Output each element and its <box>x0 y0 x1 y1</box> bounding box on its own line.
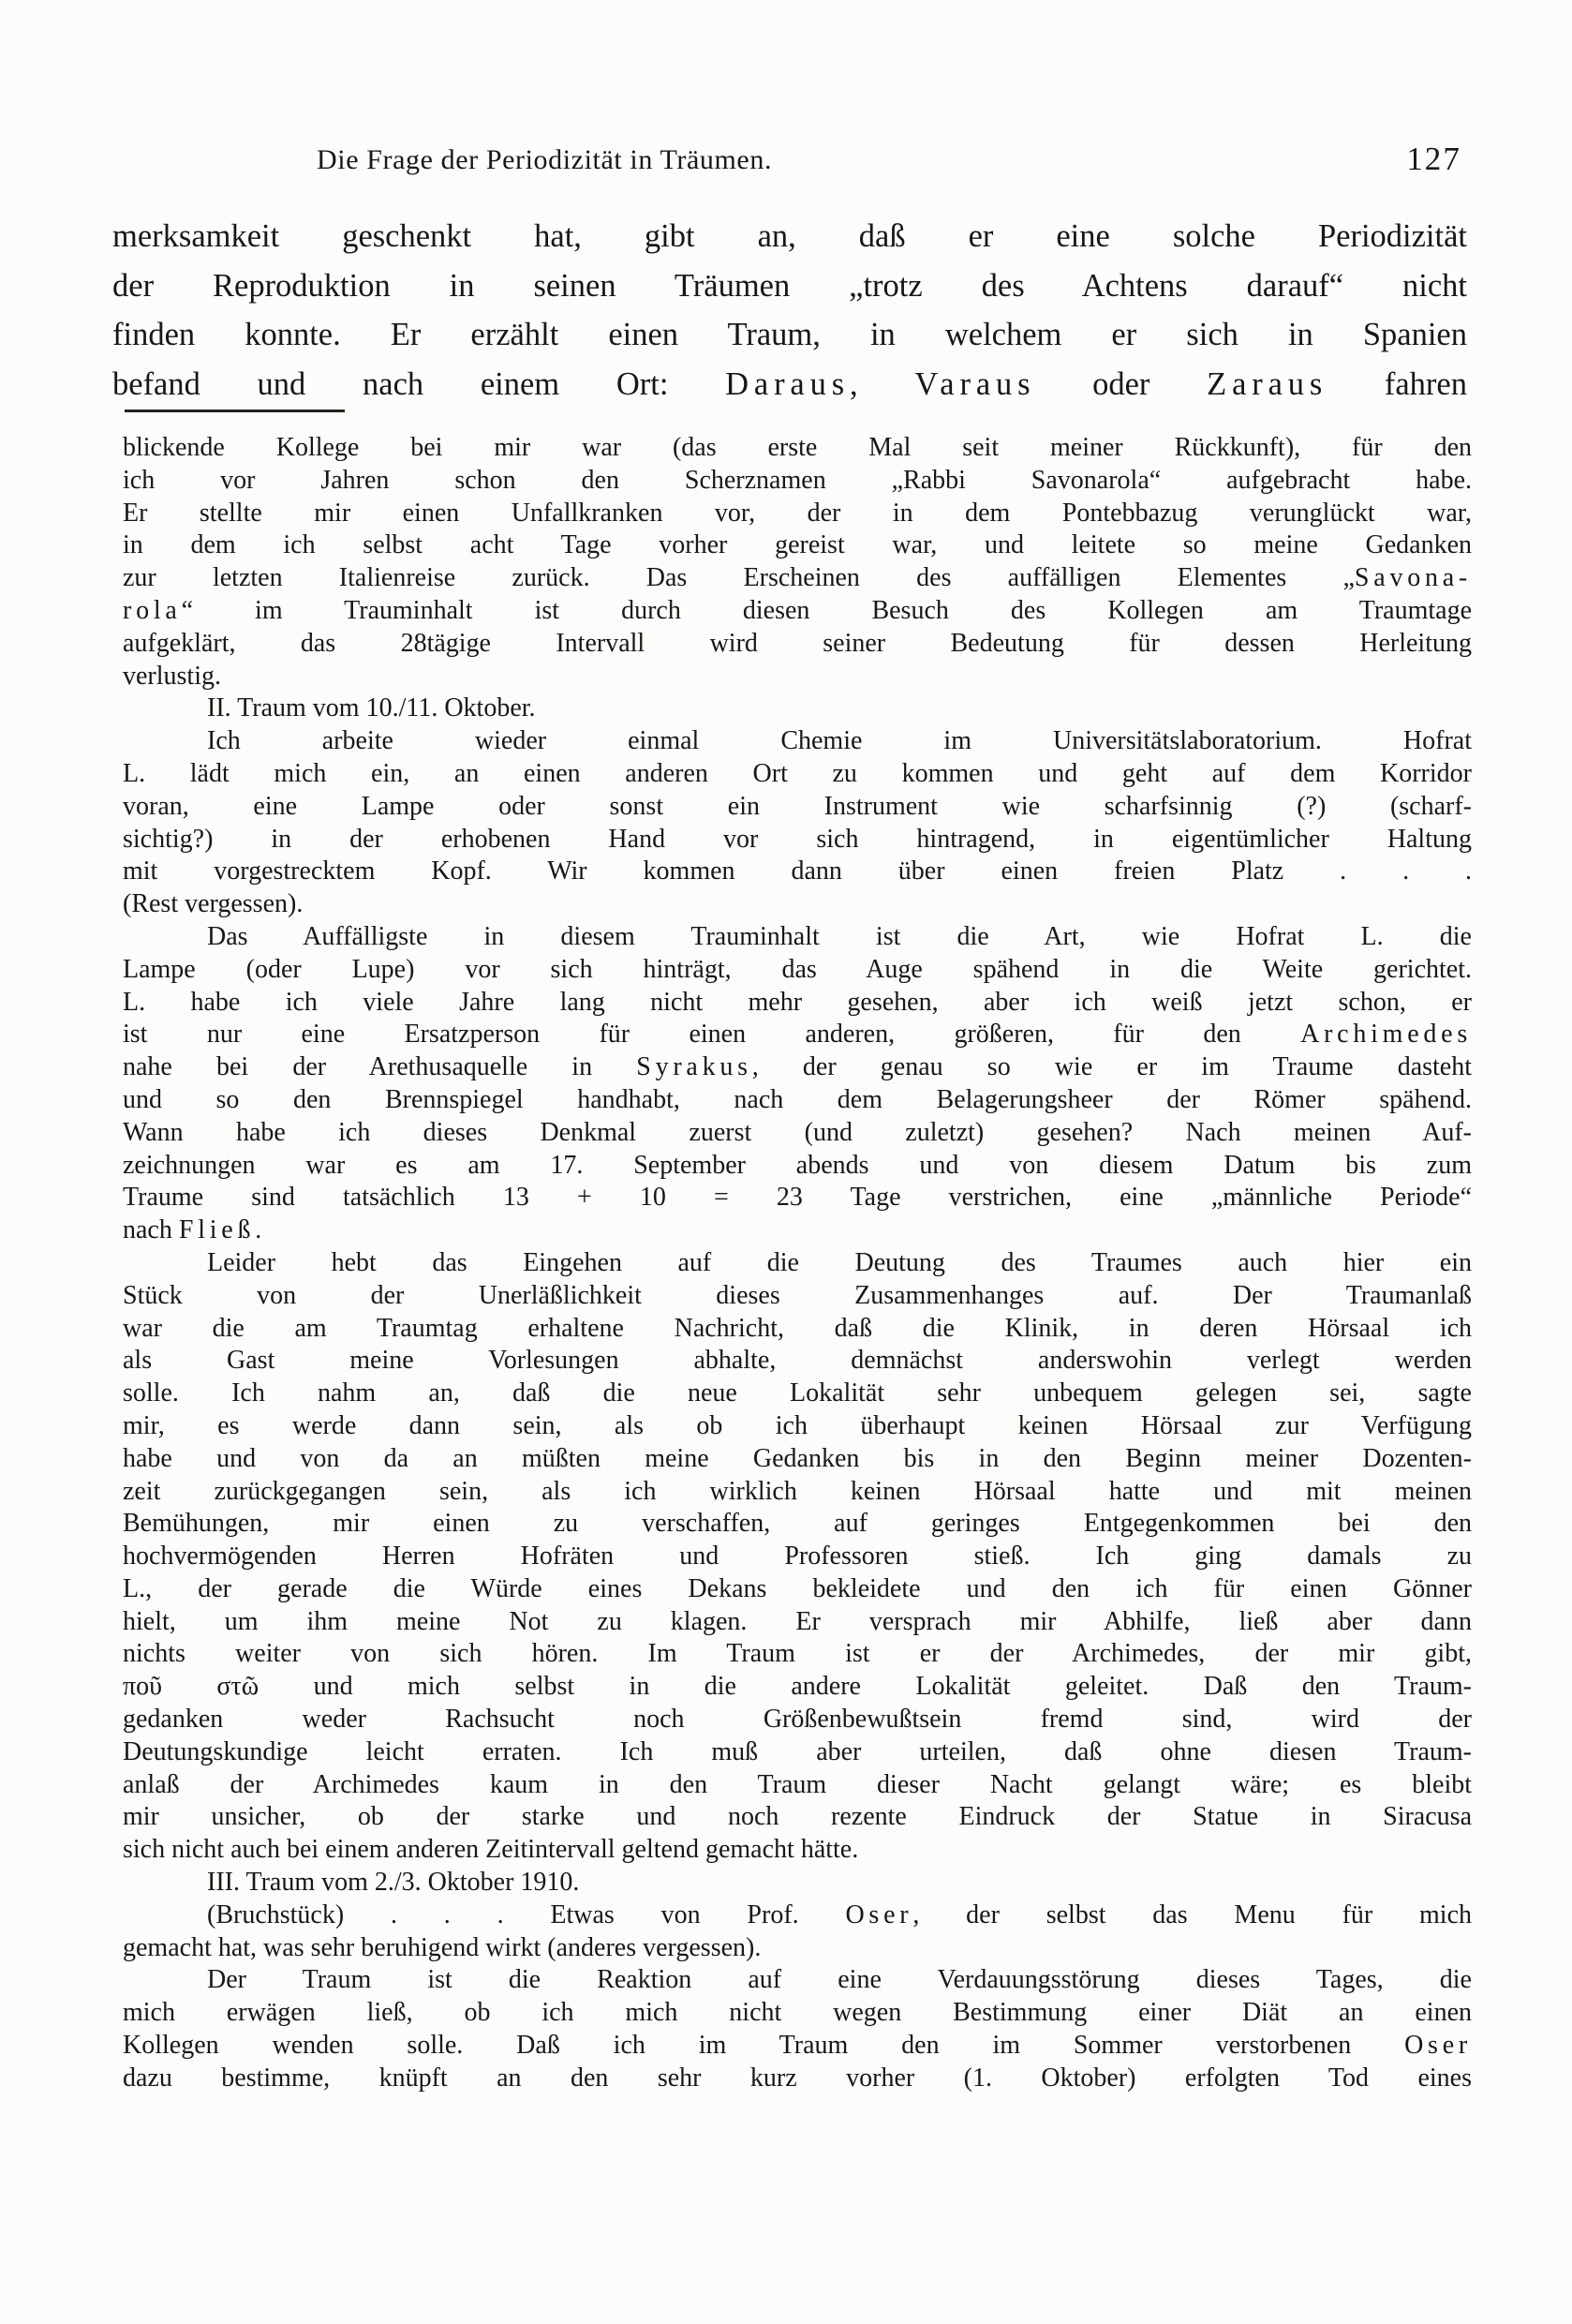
text-line: voran, eine Lampe oder sonst ein Instrument wie scharfsinnig (?) (scharf- <box>123 791 1472 821</box>
text-line: mir unsicher, ob der starke und noch rezente Eindruck der Statue in Siracusa <box>123 1802 1472 1832</box>
text-line: war die am Traumtag erhaltene Nachricht, daß die Klinik, in deren Hörsaal ich <box>123 1313 1472 1343</box>
text-line: der Reproduktion in seinen Träumen „trotz des Achtens darauf“ nicht <box>112 267 1467 304</box>
text-line: Leider hebt das Eingehen auf die Deutung des Traumes auch hier ein <box>207 1247 1472 1277</box>
text-line: zeichnungen war es am 17. September abends und von diesem Datum bis zum <box>123 1150 1472 1180</box>
text-line: L. habe ich viele Jahre lang nicht mehr gesehen, aber ich weiß jetzt schon, er <box>123 987 1472 1017</box>
letterspaced-word: Daraus <box>725 365 851 402</box>
text-line: aufgeklärt, das 28tägige Intervall wird seiner Bedeutung für dessen Herleitung <box>123 628 1472 658</box>
letterspaced-word: Varaus <box>914 365 1036 402</box>
letterspaced-word: Fließ <box>178 1215 256 1245</box>
text-line: zur letzten Italienreise zurück. Das Erscheinen des auffälligen Elementes „Savona- <box>123 563 1472 593</box>
text-line: gemacht hat, was sehr beruhigend wirkt (anderes vergessen). <box>123 1932 762 1962</box>
text-line: in dem ich selbst acht Tage vorher gereist war, und leitete so meine Gedanken <box>123 530 1472 560</box>
text-line: mir, es werde dann sein, als ob ich überhaupt keinen Hörsaal zur Verfügung <box>123 1410 1472 1440</box>
text-line: blickende Kollege bei mir war (das erste Mal seit meiner Rückkunft), für den <box>123 433 1472 462</box>
text-line: ποῦ στῶ und mich selbst in die andere Lokalität geleitet. Daß den Traum- <box>123 1672 1472 1702</box>
running-head <box>0 141 1572 182</box>
text-line: Wann habe ich dieses Denkmal zuerst (und zuletzt) gesehen? Nach meinen Auf- <box>123 1117 1472 1147</box>
text-line: rola“ im Trauminhalt ist durch diesen Besuch des Kollegen am Traumtage <box>123 595 1472 625</box>
text-line: zeit zurückgegangen sein, als ich wirklich keinen Hörsaal hatte und mit meinen <box>123 1476 1472 1506</box>
text-line: hielt, um ihm meine Not zu klagen. Er versprach mir Abhilfe, ließ aber dann <box>123 1606 1472 1636</box>
text-line: Der Traum ist die Reaktion auf eine Verdauungsstörung dieses Tages, die <box>207 1965 1472 1995</box>
text-line: (Bruchstück) . . . Etwas von Prof. Oser, der selbst das Menu für mich <box>207 1899 1472 1929</box>
text-line: mich erwägen ließ, ob ich mich nicht wegen Bestimmung einer Diät an einen <box>123 1998 1472 2028</box>
text-line: Stück von der Unerläßlichkeit dieses Zusammenhanges auf. Der Traumanlaß <box>123 1280 1472 1310</box>
text-line: nichts weiter von sich hören. Im Traum ist er der Archimedes, der mir gibt, <box>123 1639 1472 1669</box>
text-line: merksamkeit geschenkt hat, gibt an, daß er eine solche Periodizität <box>112 218 1467 254</box>
text-line: sich nicht auch bei einem anderen Zeitintervall geltend gemacht hätte. <box>123 1835 859 1865</box>
footnote-separator <box>125 410 345 412</box>
footnote-text <box>123 432 1472 2095</box>
text-line: solle. Ich nahm an, daß die neue Lokalität sehr unbequem gelegen sei, sagte <box>123 1378 1472 1408</box>
letterspaced-word: Oser <box>845 1899 913 1929</box>
main-text <box>112 212 1467 409</box>
text-line: mit vorgestrecktem Kopf. Wir kommen dann über einen freien Platz . . . <box>123 857 1472 886</box>
letterspaced-word: Archimedes <box>1300 1020 1472 1050</box>
page-title: Die Frage der Periodizität in Träumen. <box>317 144 773 175</box>
text-line: Er stellte mir einen Unfallkranken vor, der in dem Pontebbazug verunglückt war, <box>123 498 1472 528</box>
text-line: (Rest vergessen). <box>123 889 304 919</box>
text-line: gedanken weder Rachsucht noch Größenbewußtsein fremd sind, wird der <box>123 1705 1472 1735</box>
text-line: befand und nach einem Ort: Daraus, Varaus oder Zaraus fahren <box>112 365 1467 402</box>
text-line: ich vor Jahren schon den Scherznamen „Rabbi Savonarola“ aufgebracht habe. <box>123 465 1472 495</box>
text-line: Bemühungen, mir einen zu verschaffen, auf geringes Entgegenkommen bei den <box>123 1509 1472 1539</box>
text-line: verlustig. <box>123 661 221 691</box>
text-line: sichtig?) in der erhobenen Hand vor sich hintragend, in eigentümlicher Haltung <box>123 824 1472 854</box>
text-line: Traume sind tatsächlich 13 + 10 = 23 Tage verstrichen, eine „männliche Periode“ <box>123 1183 1472 1213</box>
text-line: dazu bestimme, knüpft an den sehr kurz vorher (1. Oktober) erfolgten Tod eines <box>123 2063 1472 2093</box>
text-line: nahe bei der Arethusaquelle in Syrakus, der genau so wie er im Traume dasteht <box>123 1052 1473 1082</box>
text-line: als Gast meine Vorlesungen abhalte, demnächst anderswohin verlegt werden <box>123 1346 1472 1376</box>
letterspaced-word: rola <box>123 595 182 625</box>
text-line: Lampe (oder Lupe) vor sich hinträgt, das Auge spähend in die Weite gerichtet. <box>123 954 1472 984</box>
text-line: anlaß der Archimedes kaum in den Traum dieser Nacht gelangt wäre; es bleibt <box>123 1769 1472 1799</box>
text-line: Ich arbeite wieder einmal Chemie im Universitätslaboratorium. Hofrat <box>207 726 1472 756</box>
text-line: L., der gerade die Würde eines Dekans bekleidete und den ich für einen Gönner <box>123 1573 1472 1603</box>
text-line: habe und von da an müßten meine Gedanken bis in den Beginn meiner Dozenten- <box>123 1443 1472 1473</box>
text-line: III. Traum vom 2./3. Oktober 1910. <box>207 1868 580 1898</box>
letterspaced-word: Zaraus <box>1207 365 1328 402</box>
text-line: L. lädt mich ein, an einen anderen Ort zu kommen und geht auf dem Korridor <box>123 758 1472 788</box>
text-line: und so den Brennspiegel handhabt, nach dem Belagerungsheer der Römer spähend. <box>123 1084 1472 1114</box>
page-number: 127 <box>1406 141 1461 177</box>
text-line: hochvermögenden Herren Hofräten und Professoren stieß. Ich ging damals zu <box>123 1542 1472 1572</box>
letterspaced-word: Syrakus <box>636 1052 752 1082</box>
text-line: Deutungskundige leicht erraten. Ich muß aber urteilen, daß ohne diesen Traum- <box>123 1736 1472 1766</box>
text-line: ist nur eine Ersatzperson für einen anderen, größeren, für den Archimedes <box>123 1020 1472 1050</box>
text-line: finden konnte. Er erzählt einen Traum, in welchem er sich in Spanien <box>112 317 1467 352</box>
letterspaced-word: Savona- <box>1354 563 1472 593</box>
letterspaced-word: Oser <box>1404 2031 1472 2061</box>
text-line: nach Fließ. <box>123 1215 262 1245</box>
text-line: II. Traum vom 10./11. Oktober. <box>207 693 536 723</box>
text-line: Kollegen wenden solle. Daß ich im Traum den im Sommer verstorbenen Oser <box>123 2031 1472 2061</box>
text-line: Das Auffälligste in diesem Trauminhalt ist die Art, wie Hofrat L. die <box>207 921 1472 951</box>
